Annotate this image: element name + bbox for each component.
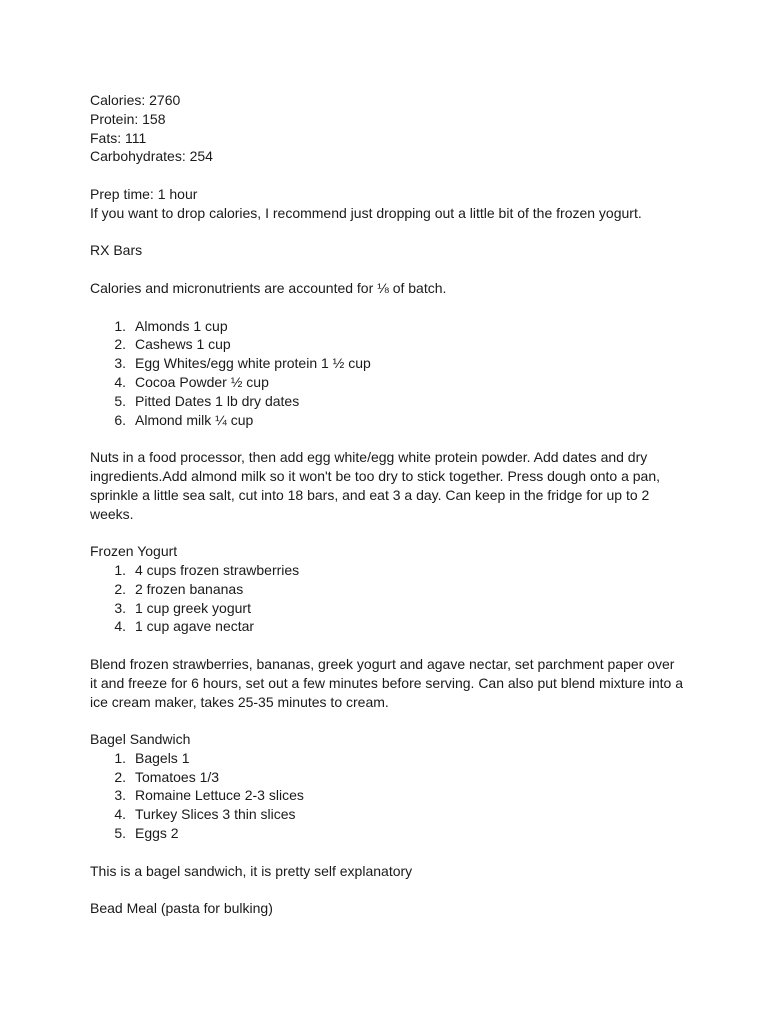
ingredient-text: Turkey Slices 3 thin slices <box>135 806 296 823</box>
list-item <box>90 580 690 599</box>
recipe-title-bead-meal: Bead Meal (pasta for bulking) <box>90 900 273 917</box>
ingredient-text: Cashews 1 cup <box>135 336 231 353</box>
document-page <box>90 91 690 918</box>
spacer <box>90 636 690 655</box>
protein-line: Protein: 158 <box>90 110 166 127</box>
list-item <box>90 411 690 430</box>
rx-bars-instructions: Nuts in a food processor, then add egg white/egg white protein powder. Add dates and dry ingredients.Add almond milk so it won't be too dry to stick together. Press dough onto a pan, sprinkle a little sea salt, cut into 18 bars, and eat 3 a day. Can keep in the fridge for up to 2 weeks. <box>90 449 661 522</box>
spacer <box>90 880 690 899</box>
recipe-title-rx-bars: RX Bars <box>90 242 143 259</box>
list-number: 5. <box>114 392 126 409</box>
list-item <box>90 617 690 636</box>
list-number: 1. <box>114 317 126 334</box>
recipe-title-bagel-sandwich: Bagel Sandwich <box>90 731 191 748</box>
spacer <box>90 523 690 542</box>
recipe-title-frozen-yogurt: Frozen Yogurt <box>90 543 178 560</box>
ingredient-text: Bagels 1 <box>135 749 190 766</box>
frozen-yogurt-ingredient-list <box>90 561 690 636</box>
list-item <box>90 392 690 411</box>
spacer <box>90 843 690 862</box>
ingredient-text: 4 cups frozen strawberries <box>135 561 300 578</box>
fats-line: Fats: 111 <box>90 129 147 146</box>
spacer <box>90 298 690 317</box>
nutrition-summary <box>90 91 690 166</box>
bagel-sandwich-instructions: This is a bagel sandwich, it is pretty self explanatory <box>90 862 413 879</box>
bead-meal-recipe <box>90 899 690 918</box>
list-number: 4. <box>114 373 126 390</box>
rx-bars-note: Calories and micronutrients are accounted for ⅛ of batch. <box>90 279 447 296</box>
prep-note: If you want to drop calories, I recommend just dropping out a little bit of the frozen yogurt. <box>90 204 642 221</box>
ingredient-text: Almonds 1 cup <box>135 317 228 334</box>
list-number: 5. <box>114 825 126 842</box>
list-item <box>90 354 690 373</box>
bagel-sandwich-ingredient-list <box>90 749 690 843</box>
list-number: 1. <box>114 749 126 766</box>
ingredient-text: Cocoa Powder ½ cup <box>135 373 269 390</box>
ingredient-text: 2 frozen bananas <box>135 580 244 597</box>
list-number: 3. <box>114 599 126 616</box>
list-number: 2. <box>114 336 126 353</box>
list-number: 1. <box>114 561 126 578</box>
list-number: 3. <box>114 787 126 804</box>
list-item <box>90 373 690 392</box>
ingredient-text: Egg Whites/egg white protein 1 ½ cup <box>135 355 371 372</box>
list-item <box>90 749 690 768</box>
list-number: 4. <box>114 806 126 823</box>
frozen-yogurt-recipe <box>90 542 690 711</box>
ingredient-text: Pitted Dates 1 lb dry dates <box>135 392 300 409</box>
list-item <box>90 768 690 787</box>
list-number: 3. <box>114 355 126 372</box>
list-number: 2. <box>114 768 126 785</box>
list-number: 2. <box>114 580 126 597</box>
bagel-sandwich-recipe <box>90 730 690 880</box>
list-item <box>90 805 690 824</box>
ingredient-text: Almond milk ¼ cup <box>135 411 254 428</box>
list-item <box>90 317 690 336</box>
spacer <box>90 711 690 730</box>
list-item <box>90 599 690 618</box>
spacer <box>90 429 690 448</box>
spacer <box>90 166 690 185</box>
spacer <box>90 260 690 279</box>
ingredient-text: 1 cup agave nectar <box>135 618 255 635</box>
prep-section <box>90 185 690 223</box>
ingredient-text: Eggs 2 <box>135 825 179 842</box>
list-item <box>90 335 690 354</box>
calories-line: Calories: 2760 <box>90 92 181 108</box>
rx-bars-ingredient-list <box>90 317 690 430</box>
frozen-yogurt-instructions: Blend frozen strawberries, bananas, greek yogurt and agave nectar, set parchment paper over it and freeze for 6 hours, set out a few minutes before serving. Can also put blend mixture into a ice cream maker, takes 25-35 minutes to cream. <box>90 655 683 710</box>
list-item <box>90 561 690 580</box>
spacer <box>90 223 690 242</box>
rx-bars-recipe <box>90 241 690 523</box>
prep-time: Prep time: 1 hour <box>90 185 198 202</box>
list-number: 6. <box>114 411 126 428</box>
ingredient-text: Tomatoes 1/3 <box>135 768 220 785</box>
list-item <box>90 786 690 805</box>
list-number: 4. <box>114 618 126 635</box>
ingredient-text: 1 cup greek yogurt <box>135 599 251 616</box>
ingredient-text: Romaine Lettuce 2-3 slices <box>135 787 304 804</box>
list-item <box>90 824 690 843</box>
carbohydrates-line: Carbohydrates: 254 <box>90 148 213 165</box>
